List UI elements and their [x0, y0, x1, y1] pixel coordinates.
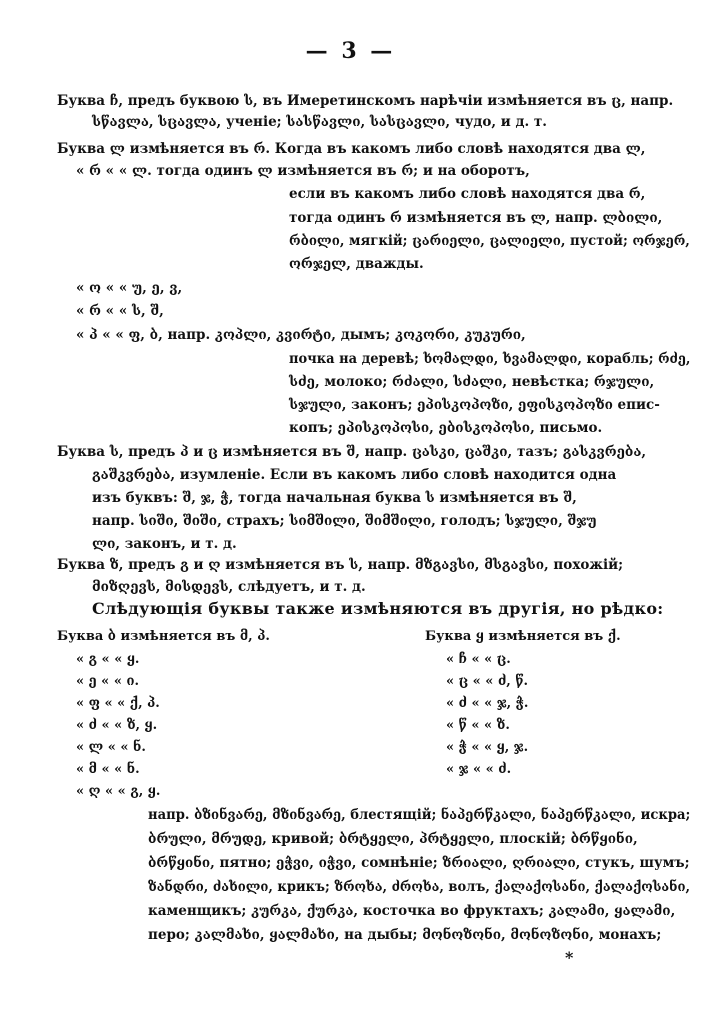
text-line: перо; კალმახი, ყალმახი, на дыбы; მონოზონი, მონოზონი, монахъ;: [148, 927, 662, 943]
text-line: გაშკვრება, изумленіе. Если въ какомъ либо словѣ находится одна: [92, 467, 617, 483]
text-line: სწავლა, სცავლა, ученіе; სასწავლი, სასცავლი, чудо, и д. т.: [92, 114, 547, 130]
footnote-mark: *: [565, 948, 574, 967]
left-column-row: « გ « « ყ.: [76, 652, 140, 667]
text-line: Буква ჩ, предъ буквою ს, въ Имеретинскомъ нарѣчіи измѣняется въ ც, напр.: [57, 93, 674, 109]
text-line: каменщикъ; კურკა, ქურკა, косточка во фруктахъ; კალამი, ყალამი,: [148, 903, 676, 919]
text-line: напр. ბზინვარე, მზინვარე, блестящій; ნაპერწკალი, ნაპერწკალი, искра;: [148, 807, 691, 823]
text-line: Буква ზ, предъ გ и ღ измѣняется въ ს, напр. მზგავსი, მსგავსი, похожій;: [57, 557, 624, 573]
right-column-header: Буква ყ измѣняется въ ქ.: [425, 629, 621, 644]
section-heading: Слѣдующія буквы также измѣняются въ другія, но рѣдко:: [92, 599, 664, 618]
text-line: Буква ლ измѣняется въ რ. Когда въ какомъ либо словѣ находятся два ლ,: [57, 141, 646, 157]
text-line: напр. სიში, შიში, страхъ; სიმშილი, შიმშილი, голодъ; სჯული, შჯუ: [92, 513, 597, 529]
left-column-row: « ღ « « გ, ყ.: [76, 784, 161, 799]
text-line: სძე, молоко; რძალი, სძალი, невѣстка; რჯული,: [289, 374, 655, 390]
text-line: если въ какомъ либо словѣ находятся два რ,: [289, 186, 646, 202]
text-line: « პ « « ფ, ბ, напр. კოპლი, კვირტი, дымъ; კოკორი, კუკური,: [76, 327, 526, 343]
text-line: Буква ს, предъ პ и ც измѣняется въ შ, напр. ცასკი, ცაშკი, тазъ; გასკვრება,: [57, 444, 647, 460]
left-column-row: « ფ « « ქ, პ.: [76, 696, 160, 711]
text-line: « რ « « ლ. тогда одинъ ლ измѣняется въ რ; и на оборотъ,: [76, 163, 530, 179]
text-line: მიზღევს, მისდევს, слѣдуетъ, и т. д.: [92, 579, 366, 595]
text-line: изъ буквъ: შ, ჯ, ჭ, тогда начальная буква ს измѣняется въ შ,: [92, 490, 577, 506]
right-column-row: « ჯ « « ძ.: [446, 762, 512, 777]
right-column-row: « ც « « ძ, წ.: [446, 674, 529, 689]
text-line: რბილი, мягкій; ცარიელი, ცალიელი, пустой; ორჯერ,: [289, 233, 690, 249]
text-line: ლი, законъ, и т. д.: [92, 536, 237, 552]
text-line: « ო « « უ, ე, ვ,: [76, 280, 183, 296]
right-column-row: « ჭ « « ყ, ჯ.: [446, 740, 529, 755]
text-line: ზანდრი, ძახილი, крикъ; ზროხა, ძროხა, волъ, ქალაქოსანი, ქალაქოსანი,: [148, 879, 691, 895]
text-line: ბრული, მრუდე, кривой; ბრტყელი, პრტყელი, плоскій; ბრწყინი,: [148, 831, 638, 847]
right-column-row: « ჩ « « ც.: [446, 652, 511, 667]
text-line: тогда одинъ რ измѣняется въ ლ, напр. ლბილი,: [289, 210, 663, 226]
left-column-row: « მ « « ნ.: [76, 762, 140, 777]
left-column-header: Буква ბ измѣняется въ მ, პ.: [57, 629, 270, 644]
left-column-row: « ე « « ი.: [76, 674, 139, 689]
right-column-row: « ძ « « ჯ, ჭ.: [446, 696, 529, 711]
text-line: почка на деревѣ; ხომალდი, ხვამალდი, корабль; რძე,: [289, 351, 691, 367]
text-line: ორჯელ, дважды.: [289, 256, 424, 272]
text-line: копъ; ეპისკოპოსი, ებისკოპოსი, письмо.: [289, 420, 603, 436]
right-column-row: « წ « « ზ.: [446, 718, 510, 733]
left-column-row: « ძ « « ზ, ყ.: [76, 718, 158, 733]
text-line: სჯული, законъ; ეპისკოპოზი, ეფისკოპოზი епис-: [289, 397, 660, 413]
text-line: « რ « « ს, შ,: [76, 303, 164, 319]
text-line: ბრწყინი, пятно; ეჭვი, იჭვი, сомнѣніе; ზრიალი, ღრიალი, стукъ, шумъ;: [148, 855, 690, 871]
left-column-row: « ლ « « ნ.: [76, 740, 146, 755]
page-number: — 3 —: [305, 38, 396, 64]
